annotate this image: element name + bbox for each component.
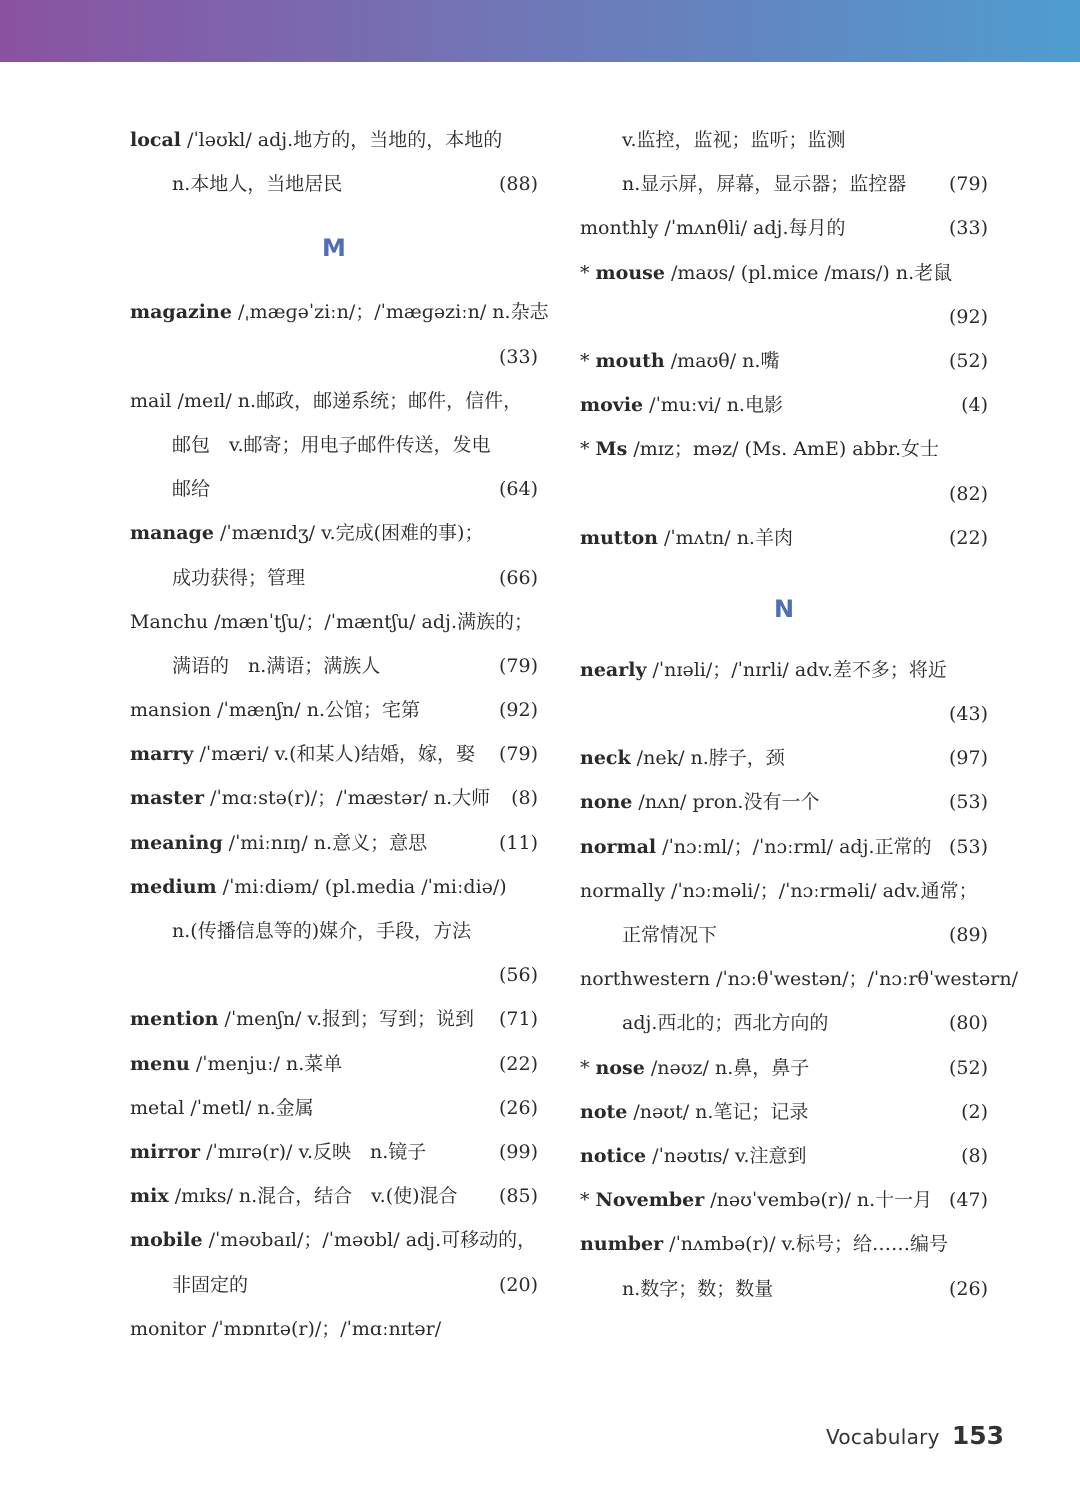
vocab-entry [580, 869, 988, 913]
vocab-entry [130, 118, 538, 162]
unit-reference: (26) [498, 1096, 538, 1119]
definition: n.显示屏，屏幕，显示器；监控器 [622, 173, 907, 196]
entry-line [130, 644, 538, 688]
unit-reference: (2) [961, 1100, 988, 1123]
left-column [130, 118, 549, 1351]
entry-line [130, 162, 538, 206]
entry-text [130, 1130, 426, 1174]
headword: November [595, 1189, 705, 1212]
unit-reference: (22) [498, 1052, 538, 1075]
entry-text [172, 644, 380, 688]
entry-text [580, 427, 939, 471]
entry-text [130, 379, 523, 423]
entry-text [622, 162, 906, 206]
definition: /ˈmuːvi/ n.电影 [643, 394, 783, 417]
vocab-entry [130, 732, 538, 776]
vocab-entry [580, 251, 988, 295]
vocab-entry [580, 736, 988, 780]
vocab-entry [130, 290, 549, 334]
definition: /ˈmɪrə(r)/ v.反映 n.镜子 [200, 1140, 427, 1163]
vocab-entry [580, 648, 988, 692]
headword: movie [580, 394, 644, 417]
unit-reference: (56) [498, 964, 538, 987]
vocab-entry [580, 1090, 988, 1134]
definition: /mɪz；məz/ (Ms. AmE) abbr.女士 [627, 438, 939, 461]
vocab-entry [580, 427, 988, 471]
unit-reference: (33) [498, 345, 538, 368]
definition: /ˈmænʃn/ n.公馆；宅第 [211, 699, 420, 722]
definition: n.本地人，当地居民 [172, 173, 343, 196]
headword: Ms [595, 438, 628, 461]
headword: meaning [130, 831, 223, 854]
entry-text [130, 290, 549, 334]
entry-text [130, 997, 474, 1041]
headword: mouth [595, 349, 665, 372]
entry-line [580, 913, 988, 957]
page-number: 153 [951, 1421, 1004, 1450]
section-letter: M [322, 234, 346, 263]
definition: 邮给 [172, 478, 211, 501]
entry-text [172, 909, 471, 953]
entry-line [580, 692, 988, 736]
core-word-mark: * [580, 438, 596, 461]
headword: mirror [130, 1140, 201, 1163]
definition: /ˈnɔːməli/；/ˈnɔːrməli/ adv.通常； [665, 879, 978, 902]
definition: /ˈmʌnθli/ adj.每月的 [658, 217, 846, 240]
entry-line [130, 556, 538, 600]
entry-line [130, 1263, 538, 1307]
headword: northwestern [580, 968, 711, 991]
entry-text [172, 162, 342, 206]
headword: mention [130, 1008, 219, 1031]
definition: /maʊs/ (pl.mice /maɪs/) n.老鼠 [664, 261, 953, 284]
vocab-entry [130, 379, 538, 423]
entry-text [130, 776, 491, 820]
entry-line [580, 1001, 988, 1045]
definition: /nəʊˈvembə(r)/ n.十一月 [704, 1189, 933, 1212]
vocab-entry [580, 206, 988, 250]
headword: magazine [130, 301, 232, 324]
definition: /nʌn/ pron.没有一个 [632, 791, 820, 814]
unit-reference: (11) [498, 831, 538, 854]
vocab-entry [580, 1178, 988, 1222]
entry-text [580, 1222, 949, 1266]
headword: none [580, 791, 633, 814]
unit-reference: (99) [498, 1140, 538, 1163]
entry-text [130, 821, 427, 865]
definition: /mɪks/ n.混合，结合 v.(使)混合 [168, 1185, 458, 1208]
vocab-entry [130, 511, 538, 555]
entry-text [172, 1263, 248, 1307]
headword: menu [130, 1052, 190, 1075]
headword: metal [130, 1096, 185, 1119]
entry-text [580, 1134, 807, 1178]
headword: normally [580, 879, 665, 902]
headword: monthly [580, 217, 659, 240]
vocab-entry [580, 1222, 988, 1266]
entry-text [172, 423, 491, 467]
entry-text [580, 957, 1018, 1001]
unit-reference: (79) [498, 654, 538, 677]
definition: /ˈləʊkl/ adj.地方的，当地的，本地的 [181, 129, 503, 151]
entry-text [580, 251, 953, 295]
header-color-band [0, 0, 1080, 62]
definition: 非固定的 [172, 1273, 249, 1296]
entry-text [580, 206, 845, 250]
unit-reference: (53) [948, 835, 988, 858]
entry-text [172, 556, 305, 600]
headword: notice [580, 1144, 647, 1167]
unit-reference: (97) [948, 747, 988, 770]
core-word-mark: * [580, 1056, 596, 1079]
vocab-entry [130, 776, 538, 820]
entry-text [130, 118, 503, 162]
entry-text [580, 648, 947, 692]
entry-text [622, 1001, 828, 1045]
vocab-entry [130, 1086, 538, 1130]
entry-text [130, 688, 420, 732]
section-letter: N [773, 594, 795, 623]
definition: n.(传播信息等的)媒介，手段，方法 [172, 920, 472, 942]
definition: /ˈnɔːθˈwestən/；/ˈnɔːrθˈwestərn/ [710, 968, 1018, 991]
definition: v.监控，监视；监听；监测 [622, 129, 846, 151]
definition: /ˈmetl/ n.金属 [184, 1096, 314, 1119]
unit-reference: (79) [498, 743, 538, 766]
entry-text [580, 780, 819, 824]
vocab-entry [130, 821, 538, 865]
vocab-entry [580, 383, 988, 427]
headword: marry [130, 743, 194, 766]
unit-reference: (80) [948, 1012, 988, 1035]
unit-reference: (8) [961, 1144, 988, 1167]
vocab-entry [580, 339, 988, 383]
unit-reference: (79) [948, 173, 988, 196]
unit-reference: (82) [948, 482, 988, 505]
vocab-entry [130, 1174, 538, 1218]
entry-text [130, 1307, 441, 1351]
vocab-entry [580, 957, 1018, 1001]
entry-text [580, 383, 783, 427]
vocab-entry [580, 1134, 988, 1178]
headword: mail [130, 389, 172, 412]
entry-text [130, 1042, 342, 1086]
definition: adj.西北的；西北方向的 [622, 1012, 829, 1035]
vocab-entry [580, 825, 988, 869]
headword: number [580, 1233, 664, 1256]
vocab-entry [580, 1046, 988, 1090]
entry-line [580, 1267, 988, 1311]
core-word-mark: * [580, 1189, 596, 1212]
entry-text [622, 1267, 773, 1311]
entry-line [580, 162, 988, 206]
unit-reference: (8) [511, 787, 538, 810]
unit-reference: (66) [498, 566, 538, 589]
entry-text [580, 869, 978, 913]
entry-text [622, 913, 717, 957]
vocab-entry [130, 1218, 538, 1262]
headword: master [130, 787, 204, 810]
vocab-entry [130, 1042, 538, 1086]
headword: note [580, 1100, 628, 1123]
entry-text [130, 865, 507, 909]
page-footer [826, 1421, 1004, 1450]
entry-line [130, 423, 538, 467]
definition: 正常情况下 [622, 924, 718, 946]
vocab-entry [130, 1307, 538, 1351]
headword: normal [580, 835, 657, 858]
unit-reference: (53) [948, 791, 988, 814]
unit-reference: (52) [948, 1056, 988, 1079]
vocab-entry [130, 997, 538, 1041]
headword: mobile [130, 1229, 203, 1252]
definition: /ˈmænɪdʒ/ v.完成(困难的事)； [213, 522, 484, 545]
unit-reference: (92) [948, 305, 988, 328]
definition: 邮包 v.邮寄；用电子邮件传送，发电 [172, 433, 491, 456]
definition: /ˈmiːdiəm/ (pl.media /ˈmiːdiə/) [216, 875, 507, 898]
unit-reference: (64) [498, 478, 538, 501]
definition: /ˈnɪəli/；/ˈnɪrli/ adv.差不多；将近 [646, 658, 947, 681]
definition: /ˈmenʃn/ v.报到；写到；说到 [218, 1008, 475, 1031]
vocab-entry [130, 1130, 538, 1174]
entry-text [130, 511, 484, 555]
definition: 成功获得；管理 [172, 566, 306, 589]
unit-reference: (71) [498, 1008, 538, 1031]
definition: /ˈmɒnɪtə(r)/；/ˈmɑːnɪtər/ [205, 1317, 442, 1340]
vocab-entry [580, 780, 988, 824]
footer-label: Vocabulary [825, 1425, 940, 1449]
definition: /ˌmæɡəˈziːn/；/ˈmæɡəziːn/ n.杂志 [231, 301, 549, 324]
entry-line [130, 335, 538, 379]
entry-text [580, 825, 930, 869]
entry-line [130, 909, 538, 953]
entry-text [622, 118, 846, 162]
definition: /ˈnəʊtɪs/ v.注意到 [646, 1144, 807, 1167]
unit-reference: (33) [948, 217, 988, 240]
entry-text [172, 467, 210, 511]
entry-line [580, 472, 988, 516]
definition: /maʊθ/ n.嘴 [664, 349, 780, 372]
entry-line [130, 953, 538, 997]
vocab-entry [130, 865, 538, 909]
definition: /nəʊt/ n.笔记；记录 [627, 1100, 809, 1123]
entry-text [130, 600, 533, 644]
entry-text [580, 1178, 933, 1222]
definition: /ˈmʌtn/ n.羊肉 [657, 526, 793, 549]
headword: local [130, 129, 181, 151]
unit-reference: (26) [948, 1277, 988, 1300]
definition: /ˈməʊbaɪl/；/ˈməʊbl/ adj.可移动的， [202, 1229, 537, 1252]
headword: Manchu [130, 610, 209, 633]
entry-line [580, 118, 988, 162]
definition: n.数字；数；数量 [622, 1277, 774, 1300]
entry-line [580, 295, 988, 339]
headword: mouse [595, 261, 665, 284]
definition: 满语的 n.满语；满族人 [172, 654, 381, 677]
definition: /ˈmæri/ v.(和某人)结婚，嫁，娶 [193, 743, 475, 766]
definition: /ˈmɑːstə(r)/；/ˈmæstər/ n.大师 [204, 787, 491, 810]
unit-reference: (22) [948, 526, 988, 549]
headword: mansion [130, 699, 212, 722]
definition: /ˈmenjuː/ n.菜单 [189, 1052, 343, 1075]
headword: nose [595, 1056, 645, 1079]
entry-text [580, 339, 779, 383]
entry-text [130, 1086, 314, 1130]
vocab-entry [130, 688, 538, 732]
entry-line [130, 467, 538, 511]
definition: /nəʊz/ n.鼻，鼻子 [644, 1056, 810, 1079]
vocab-entry [580, 516, 988, 560]
definition: /meɪl/ n.邮政，邮递系统；邮件，信件， [171, 389, 523, 412]
headword: medium [130, 875, 217, 898]
entry-text [130, 732, 475, 776]
headword: nearly [580, 658, 647, 681]
unit-reference: (20) [498, 1273, 538, 1296]
entry-text [580, 1046, 809, 1090]
headword: mutton [580, 526, 658, 549]
entry-text [580, 516, 793, 560]
headword: manage [130, 522, 214, 545]
right-column [580, 118, 1018, 1311]
unit-reference: (85) [498, 1185, 538, 1208]
core-word-mark: * [580, 261, 596, 284]
unit-reference: (43) [948, 703, 988, 726]
entry-text [580, 736, 785, 780]
headword: monitor [130, 1317, 206, 1340]
definition: /ˈmiːnɪŋ/ n.意义；意思 [222, 831, 428, 854]
unit-reference: (47) [948, 1189, 988, 1212]
unit-reference: (88) [498, 173, 538, 196]
entry-text [580, 1090, 808, 1134]
unit-reference: (89) [948, 924, 988, 946]
entry-text [130, 1174, 458, 1218]
core-word-mark: * [580, 349, 596, 372]
headword: neck [580, 747, 631, 770]
vocab-entry [130, 600, 538, 644]
unit-reference: (4) [961, 394, 988, 417]
headword: mix [130, 1185, 169, 1208]
definition: /ˈnɔːml/；/ˈnɔːrml/ adj.正常的 [656, 835, 932, 858]
definition: /nek/ n.脖子，颈 [630, 747, 785, 770]
unit-reference: (92) [498, 699, 538, 722]
entry-text [130, 1218, 537, 1262]
unit-reference: (52) [948, 349, 988, 372]
definition: /mænˈtʃu/；/ˈmæntʃu/ adj.满族的； [208, 610, 533, 633]
definition: /ˈnʌmbə(r)/ v.标号；给……编号 [663, 1233, 949, 1256]
